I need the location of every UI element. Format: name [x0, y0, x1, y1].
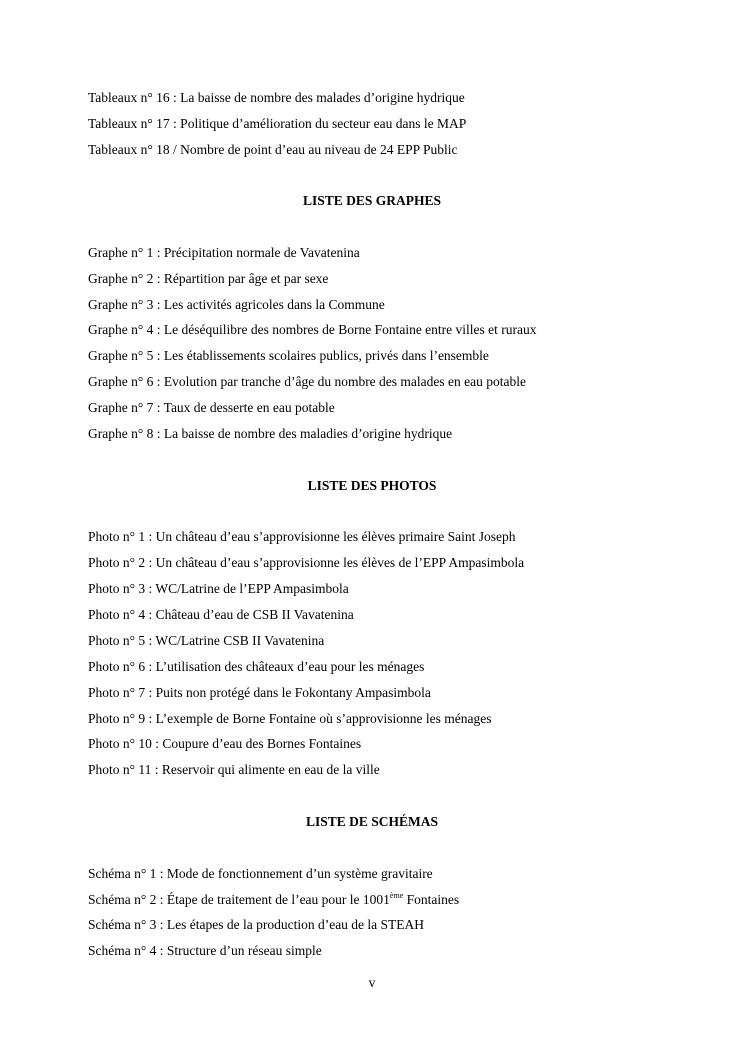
schema-entry-2: [88, 893, 459, 907]
photo-entry-1: Photo n° 1 : Un château d’eau s’approvisionne les élèves primaire Saint Joseph: [88, 529, 516, 544]
graphe-entry-3: Graphe n° 3 : Les activités agricoles dans la Commune: [88, 297, 385, 312]
photo-entry-9: Photo n° 9 : L’exemple de Borne Fontaine où s’approvisionne les ménages: [88, 711, 492, 726]
photo-entry-3: Photo n° 3 : WC/Latrine de l’EPP Ampasimbola: [88, 581, 349, 596]
photo-entry-4: Photo n° 4 : Château d’eau de CSB II Vavatenina: [88, 607, 354, 622]
schema-entry-1: Schéma n° 1 : Mode de fonctionnement d’un système gravitaire: [88, 866, 433, 881]
schema-entry-4: Schéma n° 4 : Structure d’un réseau simple: [88, 943, 322, 958]
graphe-entry-4: Graphe n° 4 : Le déséquilibre des nombres de Borne Fontaine entre villes et ruraux: [88, 322, 537, 337]
photo-entry-6: Photo n° 6 : L’utilisation des châteaux d’eau pour les ménages: [88, 659, 425, 674]
graphe-entry-2: Graphe n° 2 : Répartition par âge et par sexe: [88, 271, 329, 286]
photo-entry-5: Photo n° 5 : WC/Latrine CSB II Vavatenina: [88, 633, 325, 648]
graphe-entry-5: Graphe n° 5 : Les établissements scolaires publics, privés dans l’ensemble: [88, 348, 489, 363]
schemas-heading: LISTE DE SCHÉMAS: [305, 814, 439, 829]
photo-entry-10: Photo n° 10 : Coupure d’eau des Bornes Fontaines: [88, 736, 362, 751]
photo-entry-7: Photo n° 7 : Puits non protégé dans le Fokontany Ampasimbola: [88, 685, 431, 700]
page-number: v: [368, 975, 376, 990]
schema-entry-2-suffix: Fontaines: [403, 892, 460, 907]
photo-entry-2: Photo n° 2 : Un château d’eau s’approvisionne les élèves de l’EPP Ampasimbola: [88, 555, 525, 570]
schema-entry-3: Schéma n° 3 : Les étapes de la production d’eau de la STEAH: [88, 917, 425, 932]
graphes-heading: LISTE DES GRAPHES: [302, 193, 442, 208]
superscript-eme: ème: [389, 891, 404, 900]
graphe-entry-7: Graphe n° 7 : Taux de desserte en eau potable: [88, 400, 335, 415]
graphe-entry-8: Graphe n° 8 : La baisse de nombre des maladies d’origine hydrique: [88, 426, 453, 441]
graphe-entry-6: Graphe n° 6 : Evolution par tranche d’âge du nombre des malades en eau potable: [88, 374, 526, 389]
tableau-entry-17: Tableaux n° 17 : Politique d’amélioration du secteur eau dans le MAP: [88, 116, 467, 131]
photos-heading: LISTE DES PHOTOS: [307, 478, 437, 493]
graphe-entry-1: Graphe n° 1 : Précipitation normale de Vavatenina: [88, 245, 360, 260]
photo-entry-11: Photo n° 11 : Reservoir qui alimente en eau de la ville: [88, 762, 380, 777]
schema-entry-2-text: Schéma n° 2 : Étape de traitement de l’eau pour le 1001: [88, 892, 390, 907]
tableau-entry-18: Tableaux n° 18 / Nombre de point d’eau au niveau de 24 EPP Public: [88, 142, 458, 157]
tableau-entry-16: Tableaux n° 16 : La baisse de nombre des malades d’origine hydrique: [88, 90, 465, 105]
